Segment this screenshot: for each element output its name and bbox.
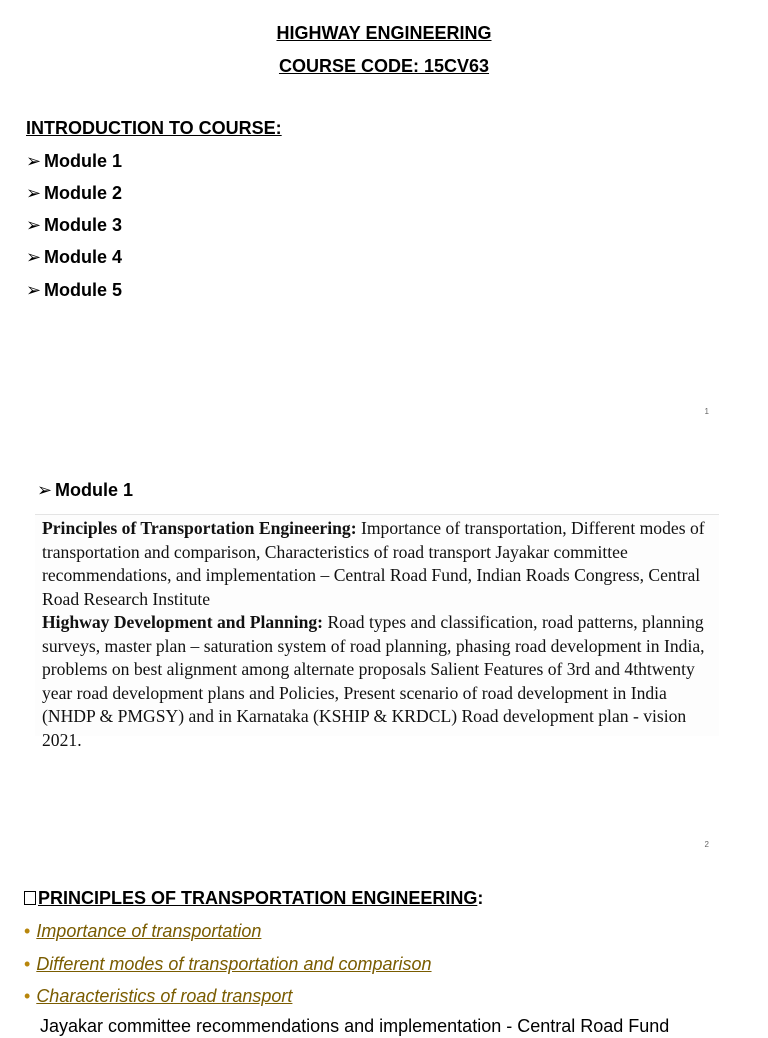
list-item — [24, 984, 292, 1008]
page-number: 1 — [704, 407, 709, 416]
page-number: 2 — [704, 840, 709, 849]
arrow-bullet-icon: ➢ — [26, 183, 42, 203]
course-code: COURSE CODE: 15CV63 — [278, 56, 490, 76]
bullet-icon: • — [24, 921, 31, 941]
module-label: Module 5 — [44, 280, 123, 300]
list-item — [24, 952, 432, 976]
arrow-bullet-icon: ➢ — [26, 280, 42, 300]
module-label: Module 2 — [44, 183, 123, 203]
list-item — [24, 919, 261, 943]
document-title: HIGHWAY ENGINEERING — [276, 23, 492, 43]
syllabus-topic-text: Road types and classification, road patterns, planning surveys, master plan – saturation system of road planning, phasing road development in India, problems on best alignment among alternate proposals Salient Features of 3rd and 4thtwenty year road development plans and Policies, Present scenario of road development in India (NHDP & PMGSY) and in Karnataka (KSHIP & KRDCL) Road development plan - vision 2021. — [42, 612, 705, 750]
module-list-item — [26, 214, 122, 236]
topic-link[interactable]: Importance of transportation — [36, 921, 262, 941]
arrow-bullet-icon: ➢ — [26, 151, 42, 171]
square-bullet-icon — [24, 891, 36, 905]
principles-heading-text: PRINCIPLES OF TRANSPORTATION ENGINEERING — [38, 888, 478, 908]
principles-heading-colon: : — [477, 888, 484, 908]
module-heading — [37, 479, 133, 501]
arrow-bullet-icon: ➢ — [37, 480, 53, 500]
principles-heading — [24, 886, 483, 910]
module-label: Module 3 — [44, 215, 123, 235]
syllabus-topic-text: Importance of transportation, Different modes of transportation and comparison, Characteristics of road transport Jayakar committee recommendations, and implementation – Central Road Fund, Indian Roads Congress, Central Road Research Institute — [42, 518, 705, 609]
syllabus-text-block — [35, 514, 719, 750]
arrow-bullet-icon: ➢ — [26, 247, 42, 267]
bullet-icon: • — [24, 986, 31, 1006]
module-label: Module 4 — [44, 247, 123, 267]
module-list-item — [26, 150, 122, 172]
module-list-item — [26, 246, 122, 268]
intro-heading: INTRODUCTION TO COURSE: — [26, 118, 282, 138]
module-label: Module 1 — [55, 480, 134, 500]
syllabus-topic-heading: Highway Development and Planning: — [42, 612, 324, 632]
partially-visible-text: Jayakar committee recommendations and implementation - Central Road Fund — [40, 1016, 670, 1036]
module-label: Module 1 — [44, 151, 123, 171]
topic-link[interactable]: Characteristics of road transport — [36, 986, 293, 1006]
module-list-item — [26, 182, 122, 204]
syllabus-topic-heading: Principles of Transportation Engineering: — [42, 518, 357, 538]
topic-link[interactable]: Different modes of transportation and comparison — [36, 954, 432, 974]
module-list-item — [26, 279, 122, 301]
bullet-icon: • — [24, 954, 31, 974]
arrow-bullet-icon: ➢ — [26, 215, 42, 235]
